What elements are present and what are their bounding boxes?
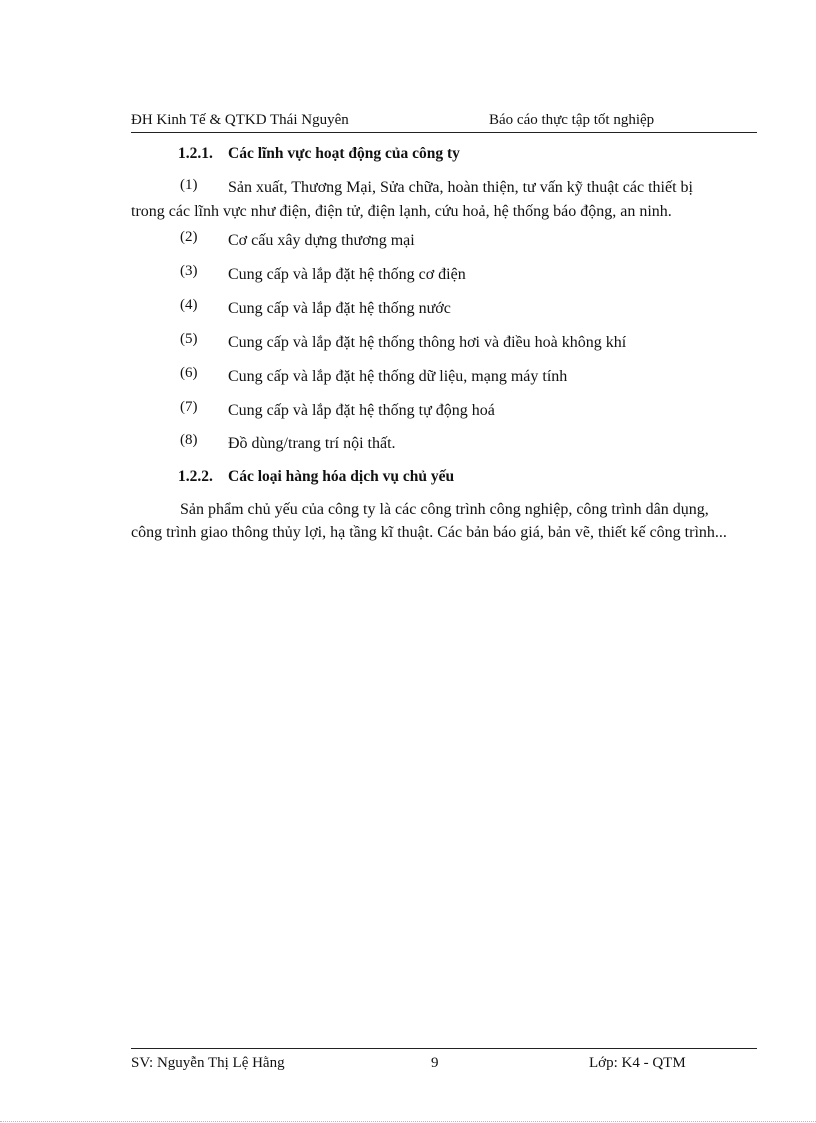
page-bottom-divider [0,1121,816,1122]
page-footer [131,1048,757,1074]
header-report-title: Báo cáo thực tập tốt nghiệp [489,112,655,128]
footer-student-name: SV: Nguyễn Thị Lệ Hằng [131,1055,285,1071]
section-title: Các lĩnh vực hoạt động của công ty [228,145,460,162]
footer-class: Lớp: K4 - QTM [589,1055,686,1071]
list-item-text: Cơ cấu xây dựng thương mại [228,232,415,249]
list-item-number: (6) [180,365,198,381]
list-item-number: (5) [180,331,198,347]
list-item-number: (2) [180,229,198,245]
section-number: 1.2.2. [178,468,213,485]
section-paragraph: Sản phẩm chủ yếu của công ty là các công trình công nghiệp, công trình dân dụng, công trình giao thông thủy lợi, hạ tầng kĩ thuật. Các bản báo giá, bản vẽ, thiết kế công trình... [131,501,727,541]
list-item-number: (8) [180,432,198,448]
list-item-text: Cung cấp và lắp đặt hệ thống dữ liệu, mạng máy tính [228,368,568,385]
footer-page-number: 9 [431,1055,439,1071]
list-item-number: (1) [180,177,198,193]
list-item-text: Cung cấp và lắp đặt hệ thống thông hơi và điều hoà không khí [228,334,627,351]
page-header [131,112,757,133]
section-number: 1.2.1. [178,145,213,162]
list-item-text: Đồ dùng/trang trí nội thất. [228,435,396,452]
list-item-text: Cung cấp và lắp đặt hệ thống cơ điện [228,266,466,283]
list-item-number: (3) [180,263,198,279]
list-item-1 [131,176,741,223]
list-item-1-first-line [131,176,741,200]
list-item-text: Cung cấp và lắp đặt hệ thống nước [228,300,451,317]
list-item-text: Sản xuất, Thương Mại, Sửa chữa, hoàn thiện, tư vấn kỹ thuật các thiết bị [228,179,693,196]
list-item-1-continuation: trong các lĩnh vực như điện, điện tử, điện lạnh, cứu hoả, hệ thống báo động, an ninh. [131,203,672,220]
section-heading-1-2-1 [178,145,460,163]
list-item-number: (7) [180,399,198,415]
section-title: Các loại hàng hóa dịch vụ chủ yếu [228,468,455,485]
header-university: ĐH Kinh Tế & QTKD Thái Nguyên [131,112,349,128]
list-item-text: Cung cấp và lắp đặt hệ thống tự động hoá [228,402,495,419]
section-heading-1-2-2 [178,468,454,486]
list-item-number: (4) [180,297,198,313]
